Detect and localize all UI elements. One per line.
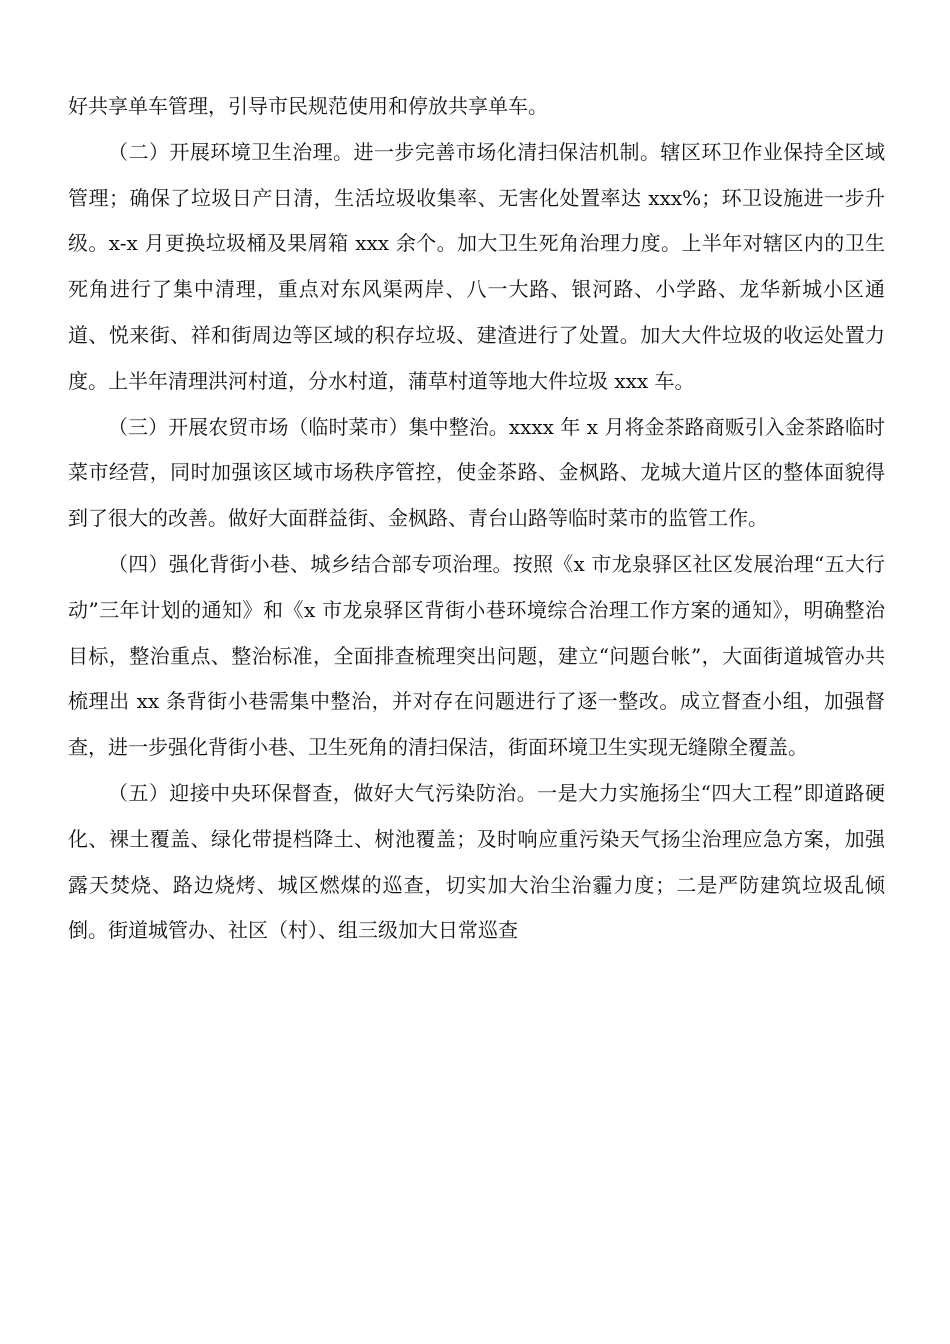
paragraph-section-5-air-pollution: （五）迎接中央环保督查，做好大气污染防治。一是大力实施扬尘“四大工程”即道路硬化、裸土覆盖、绿化带提档降土、树池覆盖；及时响应重污染天气扬尘治理应急方案，加强露天焚烧、路边烧烤、城区燃煤的巡查，切实加大治尘治霾力度；二是严防建筑垃圾乱倾倒。街道城管办、社区（村）、组三级加大日常巡查 — [68, 780, 885, 943]
paragraph-section-4-back-streets: （四）强化背街小巷、城乡结合部专项治理。按照《x 市龙泉驿区社区发展治理“五大行动”三年计划的通知》和《x 市龙泉驿区背街小巷环境综合治理工作方案的通知》，明确整治目标，整治重点、整治标准，全面排查梳理突出问题，建立“问题台帐”，大面街道城管办共梳理出 xx 条背街小巷需集中整治，并对存在问题进行了逐一整改。成立督查小组，加强督查，进一步强化背街小巷、卫生死角的清扫保洁，街面环境卫生实现无缝隙全覆盖。 — [68, 551, 885, 760]
paragraph-section-3-farmers-market: （三）开展农贸市场（临时菜市）集中整治。xxxx 年 x 月将金茶路商贩引入金茶路临时菜市经营，同时加强该区域市场秩序管控，使金茶路、金枫路、龙城大道片区的整体面貌得到了很大的改善。做好大面群益街、金枫路、青台山路等临时菜市的监管工作。 — [68, 414, 885, 531]
paragraph-section-2-environmental-sanitation: （二）开展环境卫生治理。进一步完善市场化清扫保洁机制。辖区环卫作业保持全区域管理；确保了垃圾日产日清，生活垃圾收集率、无害化处置率达 xxx%；环卫设施进一步升级。x-x 月更换垃圾桶及果屑箱 xxx 余个。加大卫生死角治理力度。上半年对辖区内的卫生死角进行了集中清理，重点对东风渠两岸、八一大路、银河路、小学路、龙华新城小区通道、悦来街、祥和街周边等区域的积存垃圾、建渣进行了处置。加大大件垃圾的收运处置力度。上半年清理洪河村道，分水村道，蒲草村道等地大件垃圾 xxx 车。 — [68, 139, 885, 393]
paragraph-continuation: 好共享单车管理，引导市民规范使用和停放共享单车。 — [68, 94, 548, 118]
document-body — [68, 84, 885, 954]
